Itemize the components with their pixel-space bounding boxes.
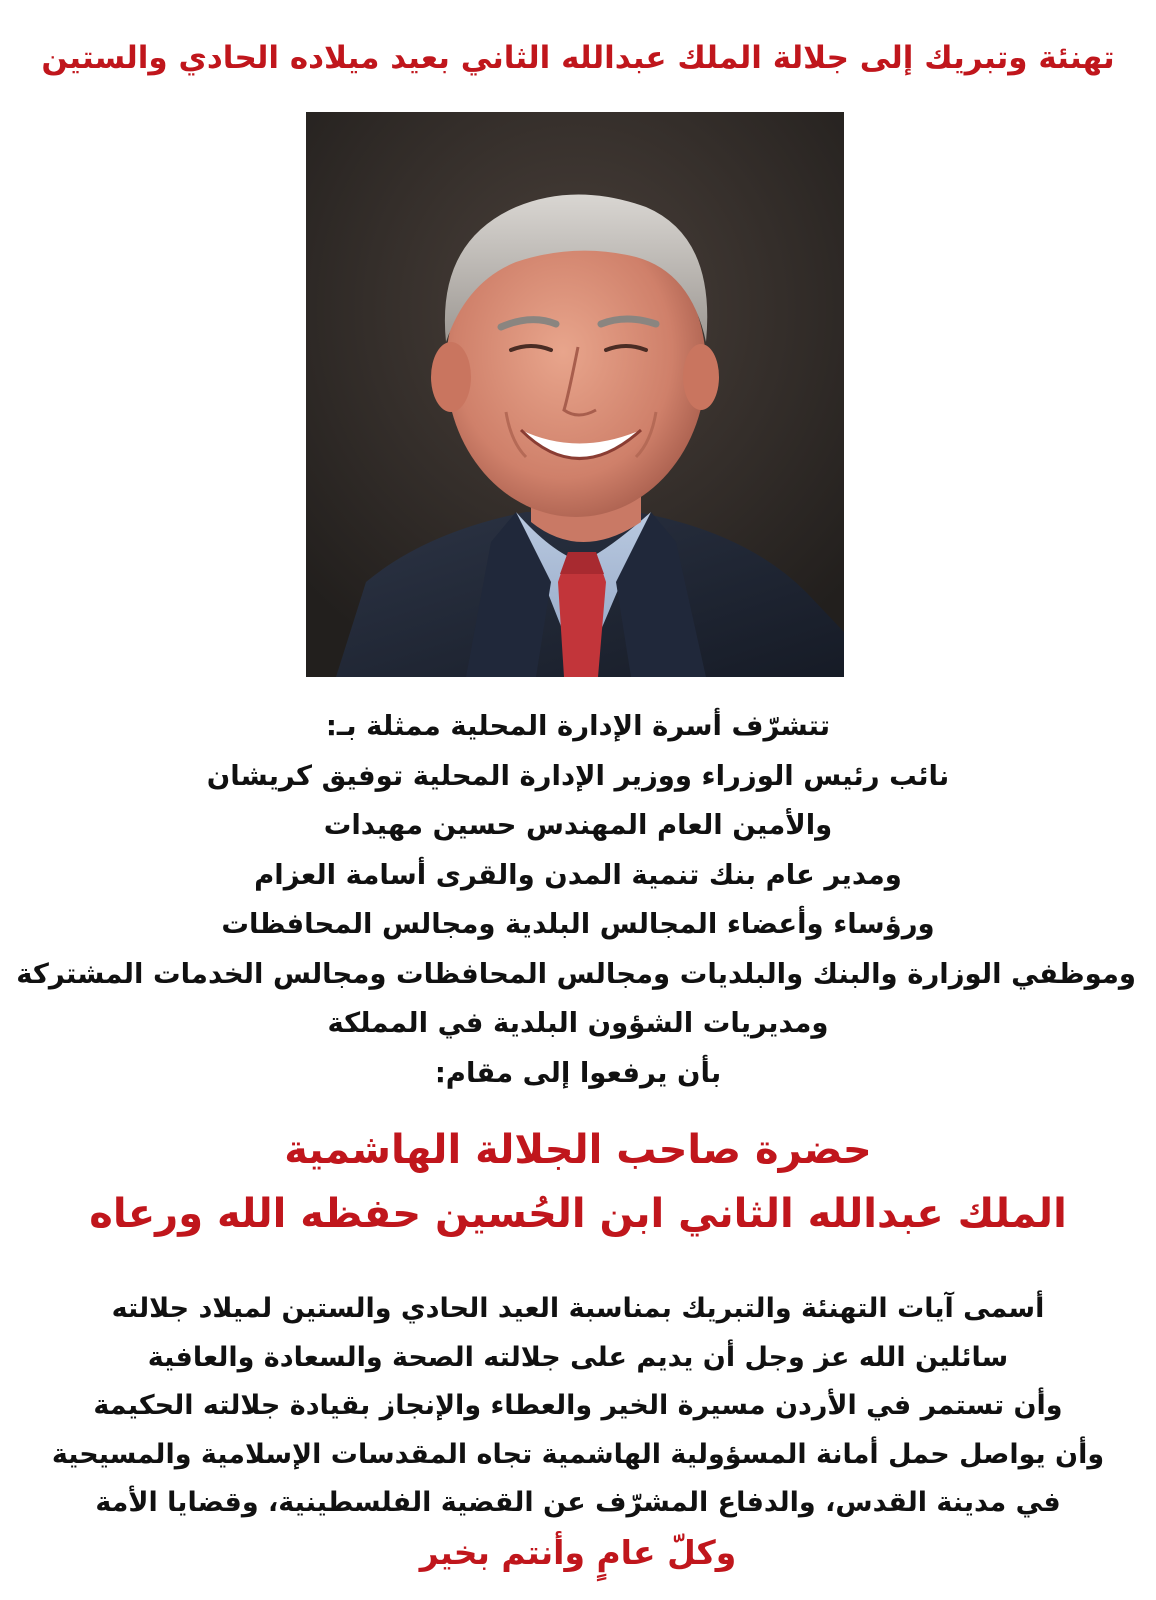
message-line: في مدينة القدس، والدفاع المشرّف عن القضية الفلسطينية، وقضايا الأمة <box>95 1487 1061 1519</box>
message-line: أسمى آيات التهنئة والتبريك بمناسبة العيد الحادي والستين لميلاد جلالته <box>111 1293 1045 1324</box>
intro-line: ورؤساء وأعضاء المجالس البلدية ومجالس المحافظات <box>221 908 935 940</box>
intro-line: نائب رئيس الوزراء ووزير الإدارة المحلية توفيق كريشان <box>206 759 950 792</box>
message-line: وأن تستمر في الأردن مسيرة الخير والعطاء والإنجاز بقيادة جلالته الحكيمة <box>93 1390 1063 1422</box>
intro-line: بأن يرفعوا إلى مقام: <box>434 1056 722 1089</box>
king-portrait-photo <box>306 112 844 677</box>
message-paragraph <box>20 1285 1136 1528</box>
honorific-title <box>0 1118 1156 1246</box>
honorific-line-2: الملك عبدالله الثاني ابن الحُسين حفظه الله ورعاه <box>89 1191 1067 1237</box>
intro-line: والأمين العام المهندس حسين مهيدات <box>323 809 833 841</box>
message-line: سائلين الله عز وجل أن يديم على جلالته الصحة والسعادة والعافية <box>147 1341 1009 1373</box>
portrait-illustration <box>306 112 844 677</box>
headline: تهنئة وتبريك إلى جلالة الملك عبدالله الثاني بعيد ميلاده الحادي والستين <box>41 40 1115 76</box>
honorific-line-1: حضرة صاحب الجلالة الهاشمية <box>284 1127 872 1173</box>
intro-line: تتشرّف أسرة الإدارة المحلية ممثلة بـ: <box>325 710 831 742</box>
intro-line: ومدير عام بنك تنمية المدن والقرى أسامة العزام <box>254 858 902 891</box>
intro-paragraph <box>16 702 1136 1098</box>
intro-line: ومديريات الشؤون البلدية في المملكة <box>327 1007 829 1039</box>
message-line: وأن يواصل حمل أمانة المسؤولية الهاشمية تجاه المقدسات الإسلامية والمسيحية <box>51 1438 1105 1470</box>
closing-wish: وكلّ عامٍ وأنتم بخير <box>419 1533 737 1572</box>
intro-line: وموظفي الوزارة والبنك والبلديات ومجالس المحافظات ومجالس الخدمات المشتركة <box>16 957 1136 990</box>
